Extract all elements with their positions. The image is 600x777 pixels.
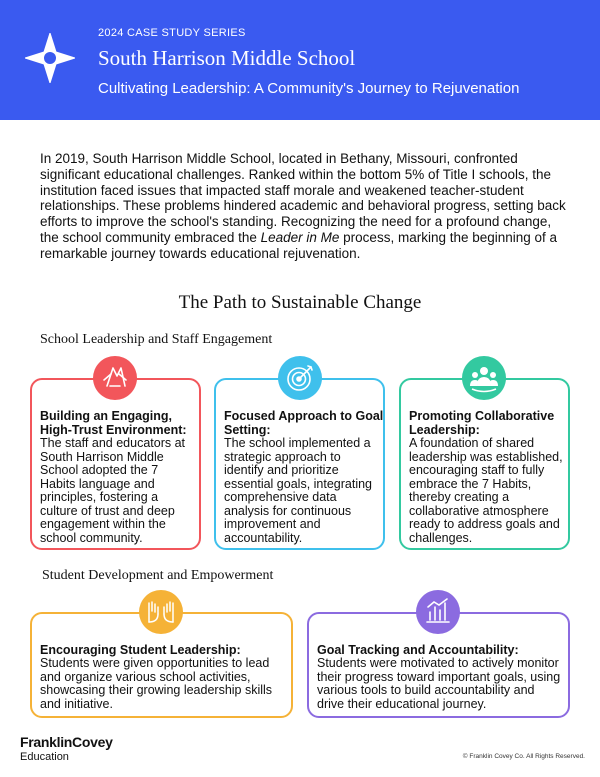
card-icon-circle-4: [139, 590, 183, 634]
card-icon-circle-1: [93, 356, 137, 400]
card-icon-circle-2: [278, 356, 322, 400]
card-4-line: and organize various school activities,: [40, 669, 251, 684]
card-3-line: encouraging staff to fully: [409, 463, 545, 477]
card-4-line: and initiative.: [40, 696, 113, 711]
card-2-title-line1: Focused Approach to Goal: [224, 409, 384, 423]
card-2-line: analysis for continuous: [224, 503, 352, 518]
card-5-line: their progress toward important goals, using: [317, 669, 561, 684]
card-3-line: collaborative atmosphere: [409, 503, 549, 518]
card-4-line: Students were given opportunities to lead: [40, 656, 270, 670]
card-4-title: Encouraging Student Leadership:: [40, 643, 241, 657]
card-2-line: identify and prioritize: [224, 463, 339, 477]
card-4-line: showcasing their growing leadership skills: [40, 683, 273, 697]
card-1-title: [40, 410, 187, 437]
bar-chart-icon: [416, 590, 460, 634]
card-2-title-line2: Setting:: [224, 422, 271, 437]
header-banner: [0, 0, 600, 120]
card-2-line: comprehensive data: [224, 490, 337, 504]
section-title-student: Student Development and Empowerment: [42, 568, 274, 583]
card-1-line: School adopted the 7: [40, 463, 159, 477]
card-1-line: The staff and educators at: [40, 436, 186, 450]
card-1-line: Habits language and: [40, 476, 155, 491]
star-logo-icon: [25, 33, 75, 83]
card-3-line: A foundation of shared: [409, 436, 535, 450]
section-title-staff: School Leadership and Staff Engagement: [40, 332, 273, 347]
card-2-line: The school implemented a: [224, 436, 371, 450]
card-1-line: engagement within the: [40, 517, 166, 531]
card-3-line: embrace the 7 Habits,: [409, 476, 532, 491]
card-3-title-line2: Leadership:: [409, 422, 480, 437]
footer-sub: Education: [20, 751, 69, 763]
card-5-line: various tools to build accountability and: [317, 683, 535, 697]
card-2-text: [224, 437, 372, 545]
card-4-text: [40, 657, 272, 711]
series-label: 2024 CASE STUDY SERIES: [98, 27, 246, 39]
intro-text-after: process, marking the beginning of a remarkable journey towards educational rejuvenation.: [40, 229, 558, 261]
intro-emphasis: Leader in Me: [260, 229, 340, 245]
card-5-line: Students were motivated to actively monitor: [317, 656, 559, 670]
card-2-title: [224, 410, 383, 437]
raised-hands-icon: [139, 590, 183, 634]
card-2-line: accountability.: [224, 530, 303, 545]
footer-brand: FranklinCovey: [20, 734, 113, 750]
card-2-line: essential goals, integrating: [224, 476, 373, 491]
card-icon-circle-5: [416, 590, 460, 634]
card-1-line: principles, fostering a: [40, 490, 159, 504]
card-3-text: [409, 437, 563, 545]
card-1-title-line1: Building an Engaging,: [40, 409, 172, 423]
card-2-line: improvement and: [224, 517, 321, 531]
card-3-line: challenges.: [409, 530, 473, 545]
card-1-title-line2: High-Trust Environment:: [40, 422, 187, 437]
school-name: South Harrison Middle School: [98, 46, 356, 70]
copyright: © Franklin Covey Co. All Rights Reserved.: [462, 753, 585, 760]
card-3-line: ready to address goals and: [409, 517, 560, 531]
card-icon-circle-3: [462, 356, 506, 400]
card-5-line: drive their educational journey.: [317, 696, 487, 711]
card-3-line: leadership was established,: [409, 449, 563, 464]
path-title: The Path to Sustainable Change: [178, 292, 422, 313]
group-icon: [462, 356, 506, 400]
card-1-line: school community.: [40, 530, 143, 545]
card-1-line: culture of trust and deep: [40, 503, 175, 518]
card-1-line: South Harrison Middle: [40, 449, 164, 464]
card-2-line: strategic approach to: [224, 449, 341, 464]
hands-together-icon: [93, 356, 137, 400]
card-3-line: thereby creating a: [409, 490, 510, 504]
target-icon: [278, 356, 322, 400]
intro-text-before: In 2019, South Harrison Middle School, located in Bethany, Missouri, confronted significant educational challenges. Ranked within the bottom 5% of Title I schools, the institution faced issues that impacted staff morale and weakened teacher-student relationships. These problems hindered academic and behavioral progress, setting back efforts to improve the school's standing. Recognizing the need for a profound change, the school community embraced the: [40, 151, 566, 245]
card-3-title: [409, 410, 554, 437]
tagline: Cultivating Leadership: A Community's Journey to Rejuvenation: [98, 80, 520, 97]
card-5-title: Goal Tracking and Accountability:: [317, 643, 519, 657]
intro-paragraph: [40, 151, 570, 262]
card-3-title-line1: Promoting Collaborative: [409, 409, 555, 423]
card-1-text: [40, 437, 185, 545]
card-5-text: [317, 657, 560, 711]
